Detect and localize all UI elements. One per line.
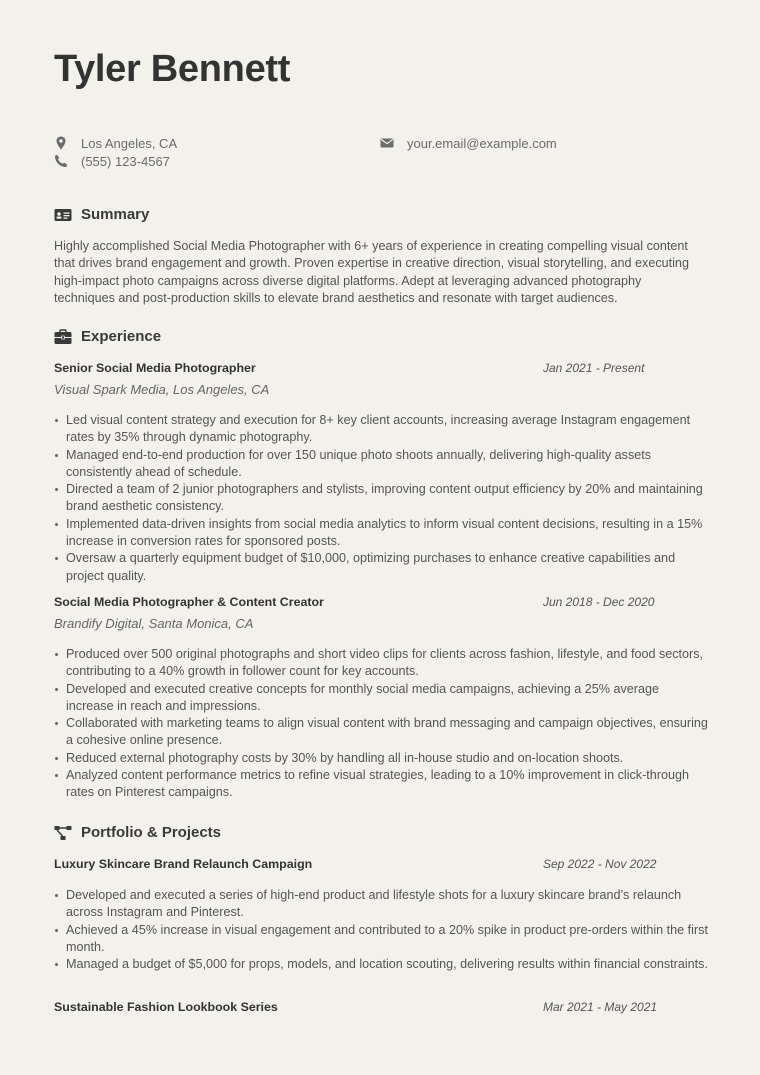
- list-item: Directed a team of 2 junior photographers and stylists, improving content output efficiency by 20% and maintaining brand aesthetic consistency.: [54, 481, 710, 516]
- list-item: Implemented data-driven insights from social media analytics to inform visual content decisions, resulting in a 15% increase in conversion rates for sponsored posts.: [54, 516, 710, 551]
- project-title: Luxury Skincare Brand Relaunch Campaign: [54, 857, 313, 871]
- candidate-name: Tyler Bennett: [54, 48, 291, 90]
- list-item: Managed a budget of $5,000 for props, models, and location scouting, delivering results within financial constraints.: [54, 956, 710, 973]
- briefcase-icon: [54, 329, 72, 345]
- job-dates: Jun 2018 - Dec 2020: [543, 595, 655, 609]
- list-item: Achieved a 45% increase in visual engagement and contributed to a 20% spike in product pre-orders within the first month.: [54, 922, 710, 957]
- job-title: Social Media Photographer & Content Creator: [54, 595, 324, 609]
- list-item: Analyzed content performance metrics to refine visual strategies, leading to a 10% improvement in click-through rates on Pinterest campaigns.: [54, 767, 710, 802]
- phone-text: (555) 123-4567: [81, 154, 170, 169]
- job-dates: Jan 2021 - Present: [543, 361, 645, 375]
- project-dates: Sep 2022 - Nov 2022: [543, 857, 657, 871]
- project-title: Sustainable Fashion Lookbook Series: [54, 1000, 278, 1014]
- map-pin-icon: [54, 136, 68, 150]
- portfolio-title: Portfolio & Projects: [81, 824, 222, 841]
- job-company: Visual Spark Media, Los Angeles, CA: [54, 382, 270, 397]
- summary-title: Summary: [81, 206, 150, 223]
- job-title: Senior Social Media Photographer: [54, 361, 256, 375]
- experience-title: Experience: [81, 328, 162, 345]
- id-card-icon: [54, 207, 72, 223]
- list-item: Managed end-to-end production for over 150 unique photo shoots annually, delivering high-quality assets consistently ahead of schedule.: [54, 447, 710, 482]
- envelope-icon: [380, 136, 394, 150]
- list-item: Collaborated with marketing teams to align visual content with brand messaging and campaign objectives, ensuring a cohesive online presence.: [54, 715, 710, 750]
- list-item: Developed and executed creative concepts for monthly social media campaigns, achieving a 25% average increase in reach and impressions.: [54, 681, 710, 716]
- email-link[interactable]: your.email@example.com: [407, 136, 557, 151]
- project-bullets: [54, 887, 710, 973]
- location-text: Los Angeles, CA: [81, 136, 178, 151]
- network-icon: [54, 825, 72, 841]
- job-bullets: [54, 412, 710, 585]
- job-company: Brandify Digital, Santa Monica, CA: [54, 616, 254, 631]
- list-item: Developed and executed a series of high-end product and lifestyle shots for a luxury skincare brand’s relaunch across Instagram and Pinterest.: [54, 887, 710, 922]
- summary-text: Highly accomplished Social Media Photographer with 6+ years of experience in creating compelling visual content that drives brand engagement and growth. Proven expertise in creative direction, visual storytelling, and executing high-impact photo campaigns across diverse digital platforms. Adept at leveraging advanced photography techniques and post-production skills to elevate brand aesthetics and resonate with target audiences.: [54, 239, 689, 305]
- job-bullets: [54, 646, 710, 802]
- list-item: Produced over 500 original photographs and short video clips for clients across fashion, lifestyle, and food sectors, contributing to a 40% growth in follower count for key accounts.: [54, 646, 710, 681]
- project-dates: Mar 2021 - May 2021: [543, 1000, 658, 1014]
- list-item: Reduced external photography costs by 30% by handling all in-house studio and on-location shoots.: [54, 750, 710, 767]
- phone-icon: [54, 154, 68, 168]
- list-item: Oversaw a quarterly equipment budget of $10,000, optimizing purchases to enhance creative capabilities and project quality.: [54, 550, 710, 585]
- list-item: Led visual content strategy and execution for 8+ key client accounts, increasing average Instagram engagement rates by 35% through dynamic photography.: [54, 412, 710, 447]
